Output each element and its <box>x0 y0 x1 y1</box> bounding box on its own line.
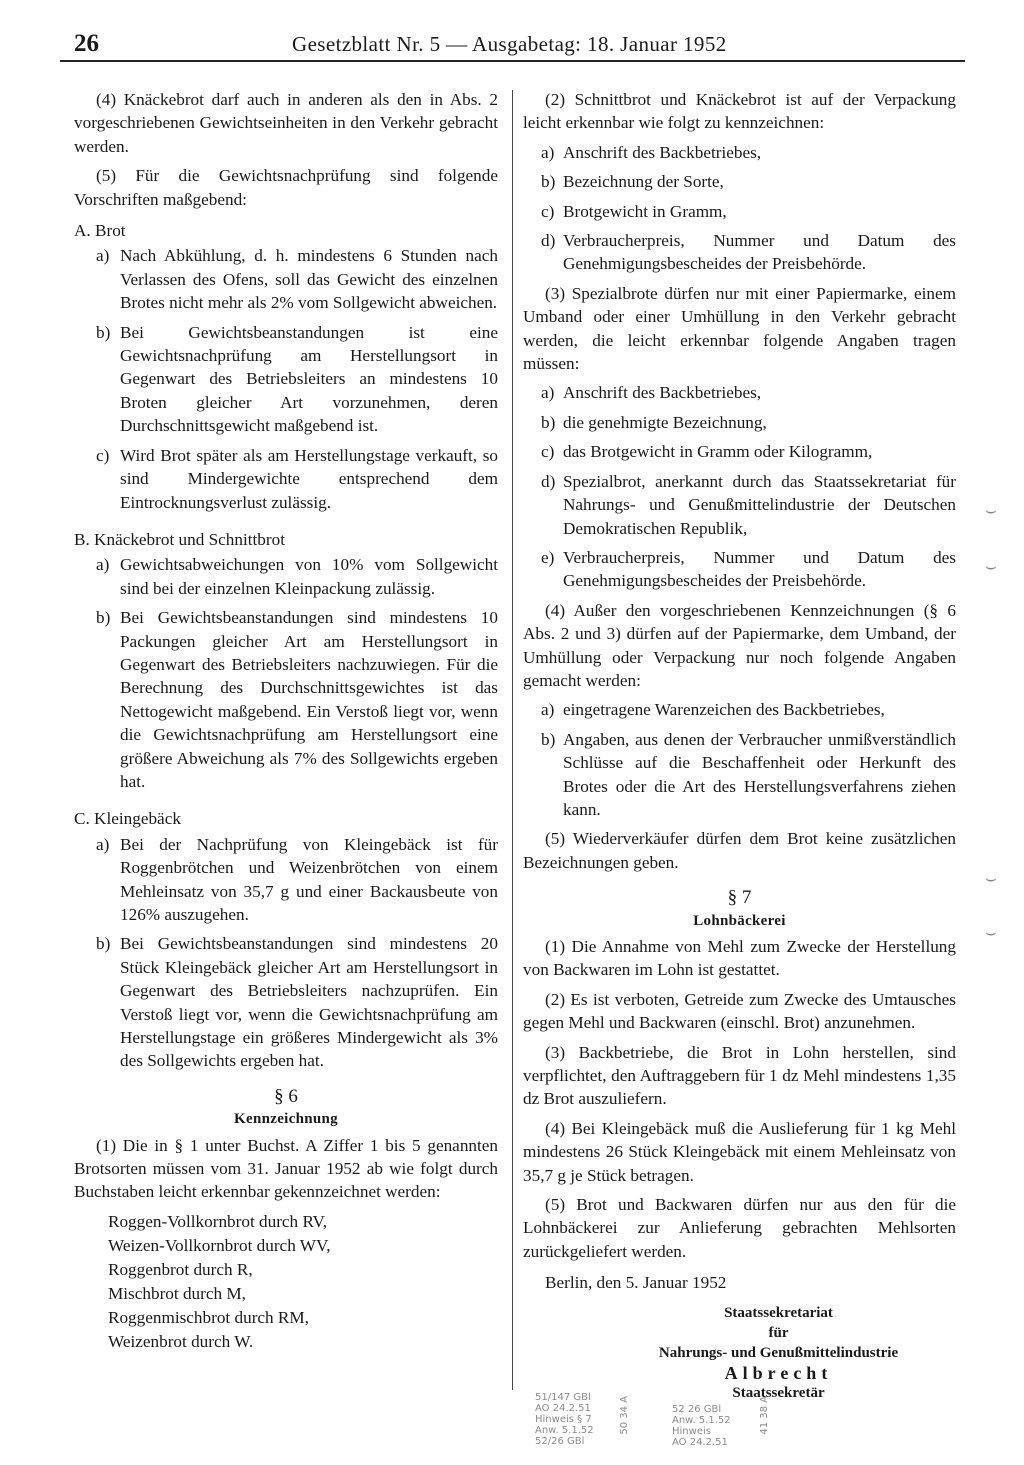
section-6-number: § 6 <box>274 1085 298 1107</box>
paragraph-5: (5) Für die Gewichtsnachprüfung sind folgende Vorschriften maßgebend: <box>74 166 498 209</box>
list-item: c) Wird Brot später als am Herstellungstage verkauft, so sind Mindergewichte entsprechend dem Eintrocknungsverlust zulässig. <box>96 445 498 512</box>
list-item: Roggenmischbrot durch RM, <box>108 1307 309 1327</box>
archive-stamp-side: 50 34 A <box>619 1396 630 1435</box>
section-c-heading: C. Kleingebäck <box>74 809 181 829</box>
list-item: b) Bei Gewichtsbeanstandungen sind mindestens 20 Stück Kleingebäck gleicher Art am Herstellungsort in Gegenwart des Betriebsleiters nachzuprüfen. Ein Verstoß liegt vor, wenn die Gewichtsnachprüfung am Herstellungstage ein größeres Mindergewicht als 3% des Sollgewichts ergeben hat. <box>96 934 498 1071</box>
section-6-paragraph-1: (1) Die in § 1 unter Buchst. A Ziffer 1 bis 5 genannten Brotsorten müssen vom 31. Januar 1952 ab wie folgt durch Buchstaben leicht erkennbar gekennzeichnet werden: <box>74 1135 498 1202</box>
paragraph-2: (2) Schnittbrot und Knäckebrot ist auf der Verpackung leicht erkennbar wie folgt zu kennzeichnen: <box>523 90 956 133</box>
list-item: b) die genehmigte Bezeichnung, <box>541 412 767 432</box>
margin-mark-icon: ⌣ <box>985 500 997 521</box>
signature-authority: Nahrungs- und Genußmittelindustrie <box>658 1344 899 1361</box>
signature-authority: Staatssekretariat <box>724 1304 833 1321</box>
margin-mark-icon: ⌣ <box>985 922 997 943</box>
list-item: b) Angaben, aus denen der Verbraucher unmißverständlich Schlüsse auf die Beschaffenheit oder Herkunft des Brotes oder die Art des Herstellungsverfahrens ziehen kann. <box>541 729 956 819</box>
list-item: Mischbrot durch M, <box>108 1283 246 1303</box>
section-7-number: § 7 <box>727 887 752 909</box>
header-rule <box>60 60 965 62</box>
archive-stamp-side: 41 38 A <box>759 1396 770 1435</box>
section-7-paragraph: (4) Bei Kleingebäck muß die Auslieferung für 1 kg Mehl mindestens 26 Stück Kleingebäck mit einem Mehleinsatz von 35,7 g je Stück betragen. <box>523 1118 956 1185</box>
running-title: Gesetzblatt Nr. 5 — Ausgabetag: 18. Januar 1952 <box>292 32 727 56</box>
list-item: Weizen-Vollkornbrot durch WV, <box>108 1235 331 1255</box>
list-item: a) Nach Abkühlung, d. h. mindestens 6 Stunden nach Verlassen des Ofens, soll das Gewicht des einzelnen Brotes nicht mehr als 2% vom Sollgewicht abweichen. <box>96 246 498 313</box>
archive-stamps <box>535 1392 785 1465</box>
paragraph-5: (5) Wiederverkäufer dürfen dem Brot keine zusätzlichen Bezeichnungen geben. <box>523 829 956 872</box>
signature-authority: für <box>768 1324 789 1341</box>
list-item: a) Gewichtsabweichungen von 10% vom Sollgewicht sind bei der einzelnen Kleinpackung zulässig. <box>96 555 498 598</box>
list-item: c) das Brotgewicht in Gramm oder Kilogramm, <box>541 442 873 462</box>
list-item: b) Bei Gewichtsbeanstandungen ist eine Gewichtsnachprüfung am Herstellungsort in Gegenwart des Betriebsleiters an mindestens 10 Broten gleicher Art vorzunehmen, deren Durchschnittsgewicht maßgebend ist. <box>96 322 498 436</box>
signatory-name: Albrecht <box>724 1362 833 1383</box>
margin-mark-icon: ⌣ <box>985 556 997 577</box>
paragraph-4: (4) Außer den vorgeschriebenen Kennzeichnungen (§ 6 Abs. 2 und 3) dürfen auf der Papiermarke, dem Umband, der Umhüllung oder Verpackung nur noch folgende Angaben gemacht werden: <box>523 600 956 690</box>
list-item: d) Spezialbrot, anerkannt durch das Staatssekretariat für Nahrungs- und Genußmittelindustrie der Deutschen Demokratischen Republik, <box>541 471 956 538</box>
date-line: Berlin, den 5. Januar 1952 <box>545 1273 727 1293</box>
list-item: Weizenbrot durch W. <box>108 1331 254 1351</box>
paragraph-3: (3) Spezialbrote dürfen nur mit einer Papiermarke, einem Umband oder einer Umhüllung in den Verkehr gebracht werden, die leicht erkennbar folgende Angaben tragen müssen: <box>523 283 956 374</box>
page-number: 26 <box>74 30 99 57</box>
list-item: Roggen-Vollkornbrot durch RV, <box>108 1211 328 1231</box>
margin-mark-icon: ⌣ <box>985 868 997 889</box>
list-item: a) Bei der Nachprüfung von Kleingebäck ist für Roggenbrötchen und Weizenbrötchen von einem Mehleinsatz von 35,7 g und einer Backausbeute von 126% auszugehen. <box>96 834 498 924</box>
paragraph-4: (4) Knäckebrot darf auch in anderen als den in Abs. 2 vorgeschriebenen Gewichtseinheiten in den Verkehr gebracht werden. <box>74 90 498 156</box>
page-header <box>60 18 960 58</box>
section-a-heading: A. Brot <box>74 221 126 241</box>
list-item: a) eingetragene Warenzeichen des Backbetriebes, <box>541 700 885 720</box>
list-item: d) Verbraucherpreis, Nummer und Datum des Genehmigungsbescheides der Preisbehörde. <box>541 231 956 274</box>
left-column <box>74 88 498 1354</box>
list-item: a) Anschrift des Backbetriebes, <box>541 383 762 403</box>
list-item: Roggenbrot durch R, <box>108 1259 253 1279</box>
column-divider <box>512 90 513 1390</box>
list-item: c) Brotgewicht in Gramm, <box>541 201 727 221</box>
archive-stamp: 51/147 GBl AO 24.2.51 Hinweis § 7 Anw. 5.1.52 52/26 GBl <box>535 1392 594 1447</box>
section-6-title: Kennzeichnung <box>234 1111 338 1128</box>
list-item: e) Verbraucherpreis, Nummer und Datum des Genehmigungsbescheides der Preisbehörde. <box>541 547 956 591</box>
list-item: b) Bei Gewichtsbeanstandungen sind mindestens 10 Packungen gleicher Art am Herstellungsort in Gegenwart des Betriebsleiters nachzuwiegen. Für die Berechnung des Durchschnittsgewichtes ist das Nettogewicht maßgebend. Ein Verstoß liegt vor, wenn die Gewichtsnachprüfung am Herstellungsort eine größere Abweichung als 7% des Sollgewichts ergeben hat. <box>96 608 498 791</box>
section-7-paragraph: (3) Backbetriebe, die Brot in Lohn herstellen, sind verpflichtet, den Auftraggebern für 1 dz Mehl mindestens 1,35 dz Brot auszuliefern. <box>523 1042 956 1109</box>
section-7-paragraph: (2) Es ist verboten, Getreide zum Zwecke des Umtausches gegen Mehl und Backwaren (einschl. Brot) anzunehmen. <box>523 989 956 1033</box>
archive-stamp: 52 26 GBl Anw. 5.1.52 Hinweis AO 24.2.51 <box>672 1404 731 1448</box>
section-7-paragraph: (1) Die Annahme von Mehl zum Zwecke der Herstellung von Backwaren im Lohn ist gestattet. <box>523 937 956 980</box>
section-7-paragraph: (5) Brot und Backwaren dürfen nur aus den für die Lohnbäckerei zur Anlieferung gebrachten Mehlsorten zurückgeliefert werden. <box>523 1195 956 1261</box>
section-b-heading: B. Knäckebrot und Schnittbrot <box>74 529 285 549</box>
list-item: a) Anschrift des Backbetriebes, <box>541 142 762 162</box>
signatory-role: Staatssekretär <box>732 1384 825 1401</box>
section-7-title: Lohnbäckerei <box>693 912 786 929</box>
right-column <box>523 88 956 1403</box>
bread-code-list <box>74 1210 498 1354</box>
list-item: b) Bezeichnung der Sorte, <box>541 172 724 192</box>
